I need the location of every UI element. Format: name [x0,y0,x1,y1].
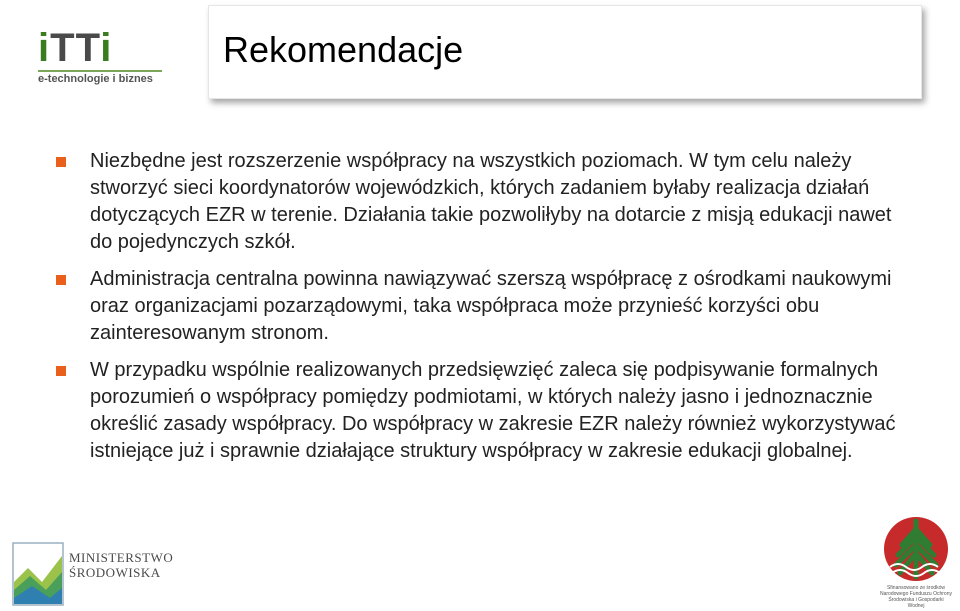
ministry-logo [12,542,182,608]
logo-underline [38,70,162,72]
square-bullet-icon [56,157,66,167]
logo-letter: i [38,26,51,70]
list-item-text: Administracja centralna powinna nawiązywać szerszą współpracę z ośrodkami naukowymi oraz organizacjami pozarządowymi, taka współpraca może przynieść korzyści obu zainteresowanym stronom. [90,268,892,344]
itti-logo [38,28,168,88]
list-item [56,148,906,256]
logo-letter: T [50,26,76,70]
logo-letter: T [75,26,101,70]
list-item-text: Niezbędne jest rozszerzenie współpracy na wszystkich poziomach. W tym celu należy stworzyć sieci koordynatorów wojewódzkich, których zadaniem byłaby realizacja działań dotyczących EZR w terenie. Działania takie pozwoliłyby na dotarcie z misją edukacji nawet do pojedynczych szkół. [90,150,892,253]
fund-emblem-icon [880,515,952,585]
list-item [56,357,906,465]
logo-letter: i [100,26,113,70]
square-bullet-icon [56,366,66,376]
itti-logo-letters [38,28,112,68]
square-bullet-icon [56,275,66,285]
logo-tagline: e-technologie i biznes [38,73,153,85]
fund-logo [880,515,952,611]
page-title: Rekomendacje [223,29,464,70]
ministry-name [69,550,173,580]
ministry-name-line2: ŚRODOWISKA [69,565,161,580]
fund-caption: Sfinansowano ze środków Narodowego Funduszu Ochrony Środowiska i Gospodarki Wodnej [880,585,952,609]
list-item [56,266,906,347]
recommendations-list [56,148,906,475]
ministry-name-line1: MINISTERSTWO [69,550,174,565]
list-item-text: W przypadku wspólnie realizowanych przedsięwzięć zaleca się podpisywanie formalnych porozumień o współpracy pomiędzy podmiotami, w których należy jasno i jednoznacznie określić zasady współpracy. Do współpracy w zakresie EZR należy również wykorzystywać istniejące już i sprawnie działające struktury współpracy w zakresie edukacji globalnej. [90,359,896,462]
ministry-emblem-icon [12,542,64,606]
